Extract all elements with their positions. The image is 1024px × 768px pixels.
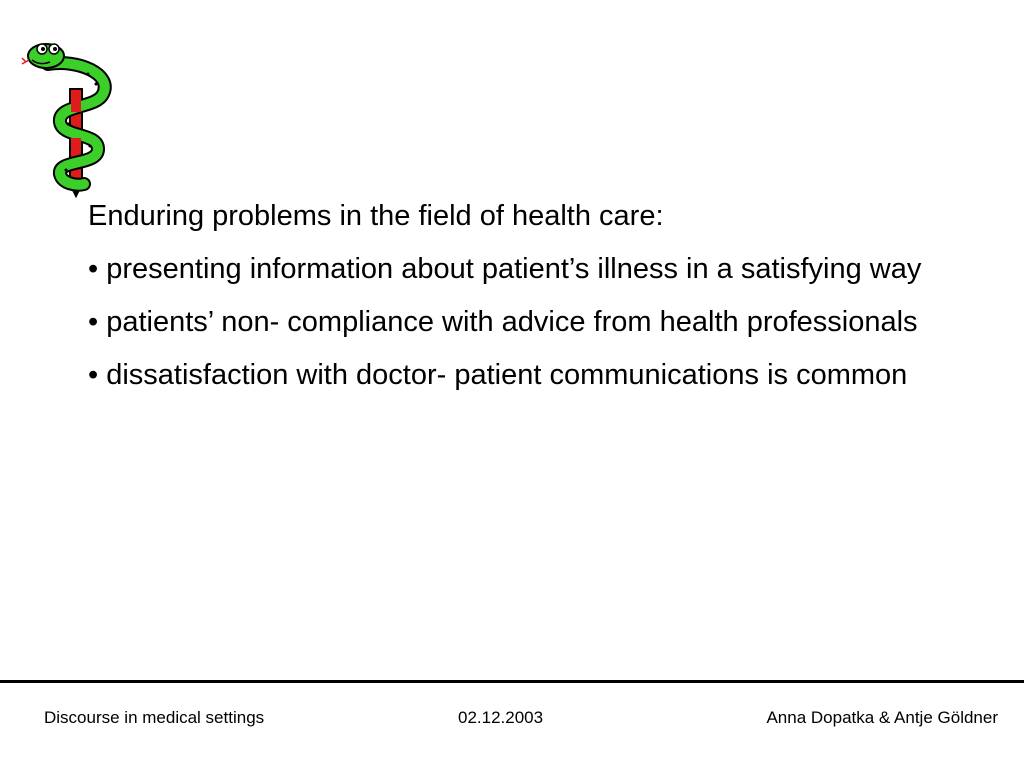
bullet-item: • patients’ non- compliance with advice from health professionals — [88, 306, 918, 338]
footer-title: Discourse in medical settings — [44, 708, 265, 727]
footer-authors: Anna Dopatka & Antje Göldner — [766, 708, 998, 727]
slide-footer — [0, 706, 1024, 730]
slide-body — [88, 196, 948, 408]
bullet-item: • dissatisfaction with doctor- patient communications is common — [88, 359, 908, 391]
footer-date: 02.12.2003 — [458, 708, 544, 727]
footer-divider — [0, 680, 1024, 683]
snake-on-pencil-icon — [18, 34, 128, 199]
slide-heading: Enduring problems in the field of health care: — [88, 200, 664, 232]
bullet-item: • presenting information about patient’s illness in a satisfying way — [88, 253, 922, 285]
